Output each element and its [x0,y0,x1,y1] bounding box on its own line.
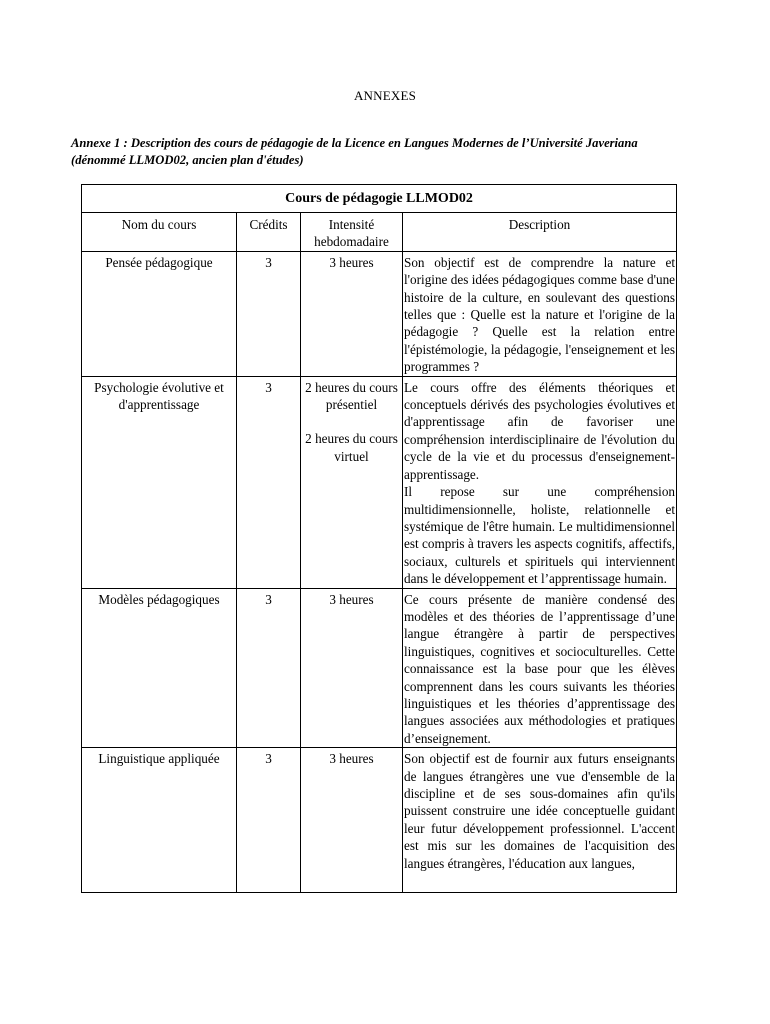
header-course-name: Nom du cours [82,213,237,252]
table-header-row [82,213,677,252]
course-intensity: 3 heures [301,588,403,748]
course-credits: 3 [237,748,301,893]
table-row [82,251,677,376]
course-description: Son objectif est de fournir aux futurs enseignants de langues étrangères une vue d'ensemble de la discipline et de ses sous-domaines afin qu'ils puissent construire une idée conceptuelle guidant leur futur développement professionnel. L'accent est mis sur les domaines de l'acquisition des langues étrangères, l'éducation aux langues, [403,748,677,893]
header-intensity: Intensité hebdomadaire [301,213,403,252]
page-heading: ANNEXES [353,88,417,103]
course-name: Linguistique appliquée [82,748,237,893]
description-paragraph-1: Le cours offre des éléments théoriques et conceptuels dérivés des psychologies évolutives et d'apprentissage afin de favoriser une compréhension interdisciplinaire de l'évolution du cycle de la vie et du processus d'enseignement-apprentissage. [404,379,676,482]
course-name: Pensée pédagogique [82,251,237,376]
annex-caption-line-1: Annexe 1 : Description des cours de pédagogie de la Licence en Langues Modernes de l’Université Javeriana [71,136,638,150]
table-row [82,376,677,588]
description-paragraph-2: Il repose sur une compréhension multidimensionnelle, holiste, relationnelle et systémique de l'être humain. Le multidimensionnel est compris à travers les aspects cognitifs, affectifs, sociaux, culturels et spirituels qui interviennent dans le développement et l’apprentissage humain. [404,484,676,587]
table-row [82,748,677,893]
course-intensity: 3 heures [301,748,403,893]
course-description: Son objectif est de comprendre la nature et l'origine des idées pédagogiques comme base d'une histoire de la culture, en soulevant des questions telles que : Quelle est la nature et l'origine de la pédagogie ? Quelle est la relation entre l'épistémologie, la pédagogie, l'enseignement et les programmes ? [403,251,677,376]
table-row [82,588,677,748]
table-title: Cours de pédagogie LLMOD02 [82,185,677,213]
header-credits: Crédits [237,213,301,252]
annex-caption [71,135,711,169]
intensity-presential: 2 heures du cours présentiel [305,379,398,413]
course-description [403,376,677,588]
course-credits: 3 [237,588,301,748]
course-credits: 3 [237,376,301,588]
course-intensity [301,376,403,588]
course-name: Modèles pédagogiques [82,588,237,748]
intensity-virtual: 2 heures du cours virtuel [305,431,398,464]
course-name: Psychologie évolutive et d'apprentissage [82,376,237,588]
course-credits: 3 [237,251,301,376]
header-description: Description [403,213,677,252]
course-intensity: 3 heures [301,251,403,376]
annex-caption-line-2: (dénommé LLMOD02, ancien plan d'études) [71,153,304,167]
courses-table [81,184,677,893]
spacer [301,413,402,430]
course-description: Ce cours présente de manière condensé des modèles et des théories de l’apprentissage d’une langue étrangère à partir de perspectives linguistiques, cognitives et socioculturelles. Cette connaissance est la base pour que les élèves comprennent dans les cours suivants les théories linguistiques et les théories d’apprentissage des langues associées aux méthodologies et pratiques d’enseignement. [403,588,677,748]
